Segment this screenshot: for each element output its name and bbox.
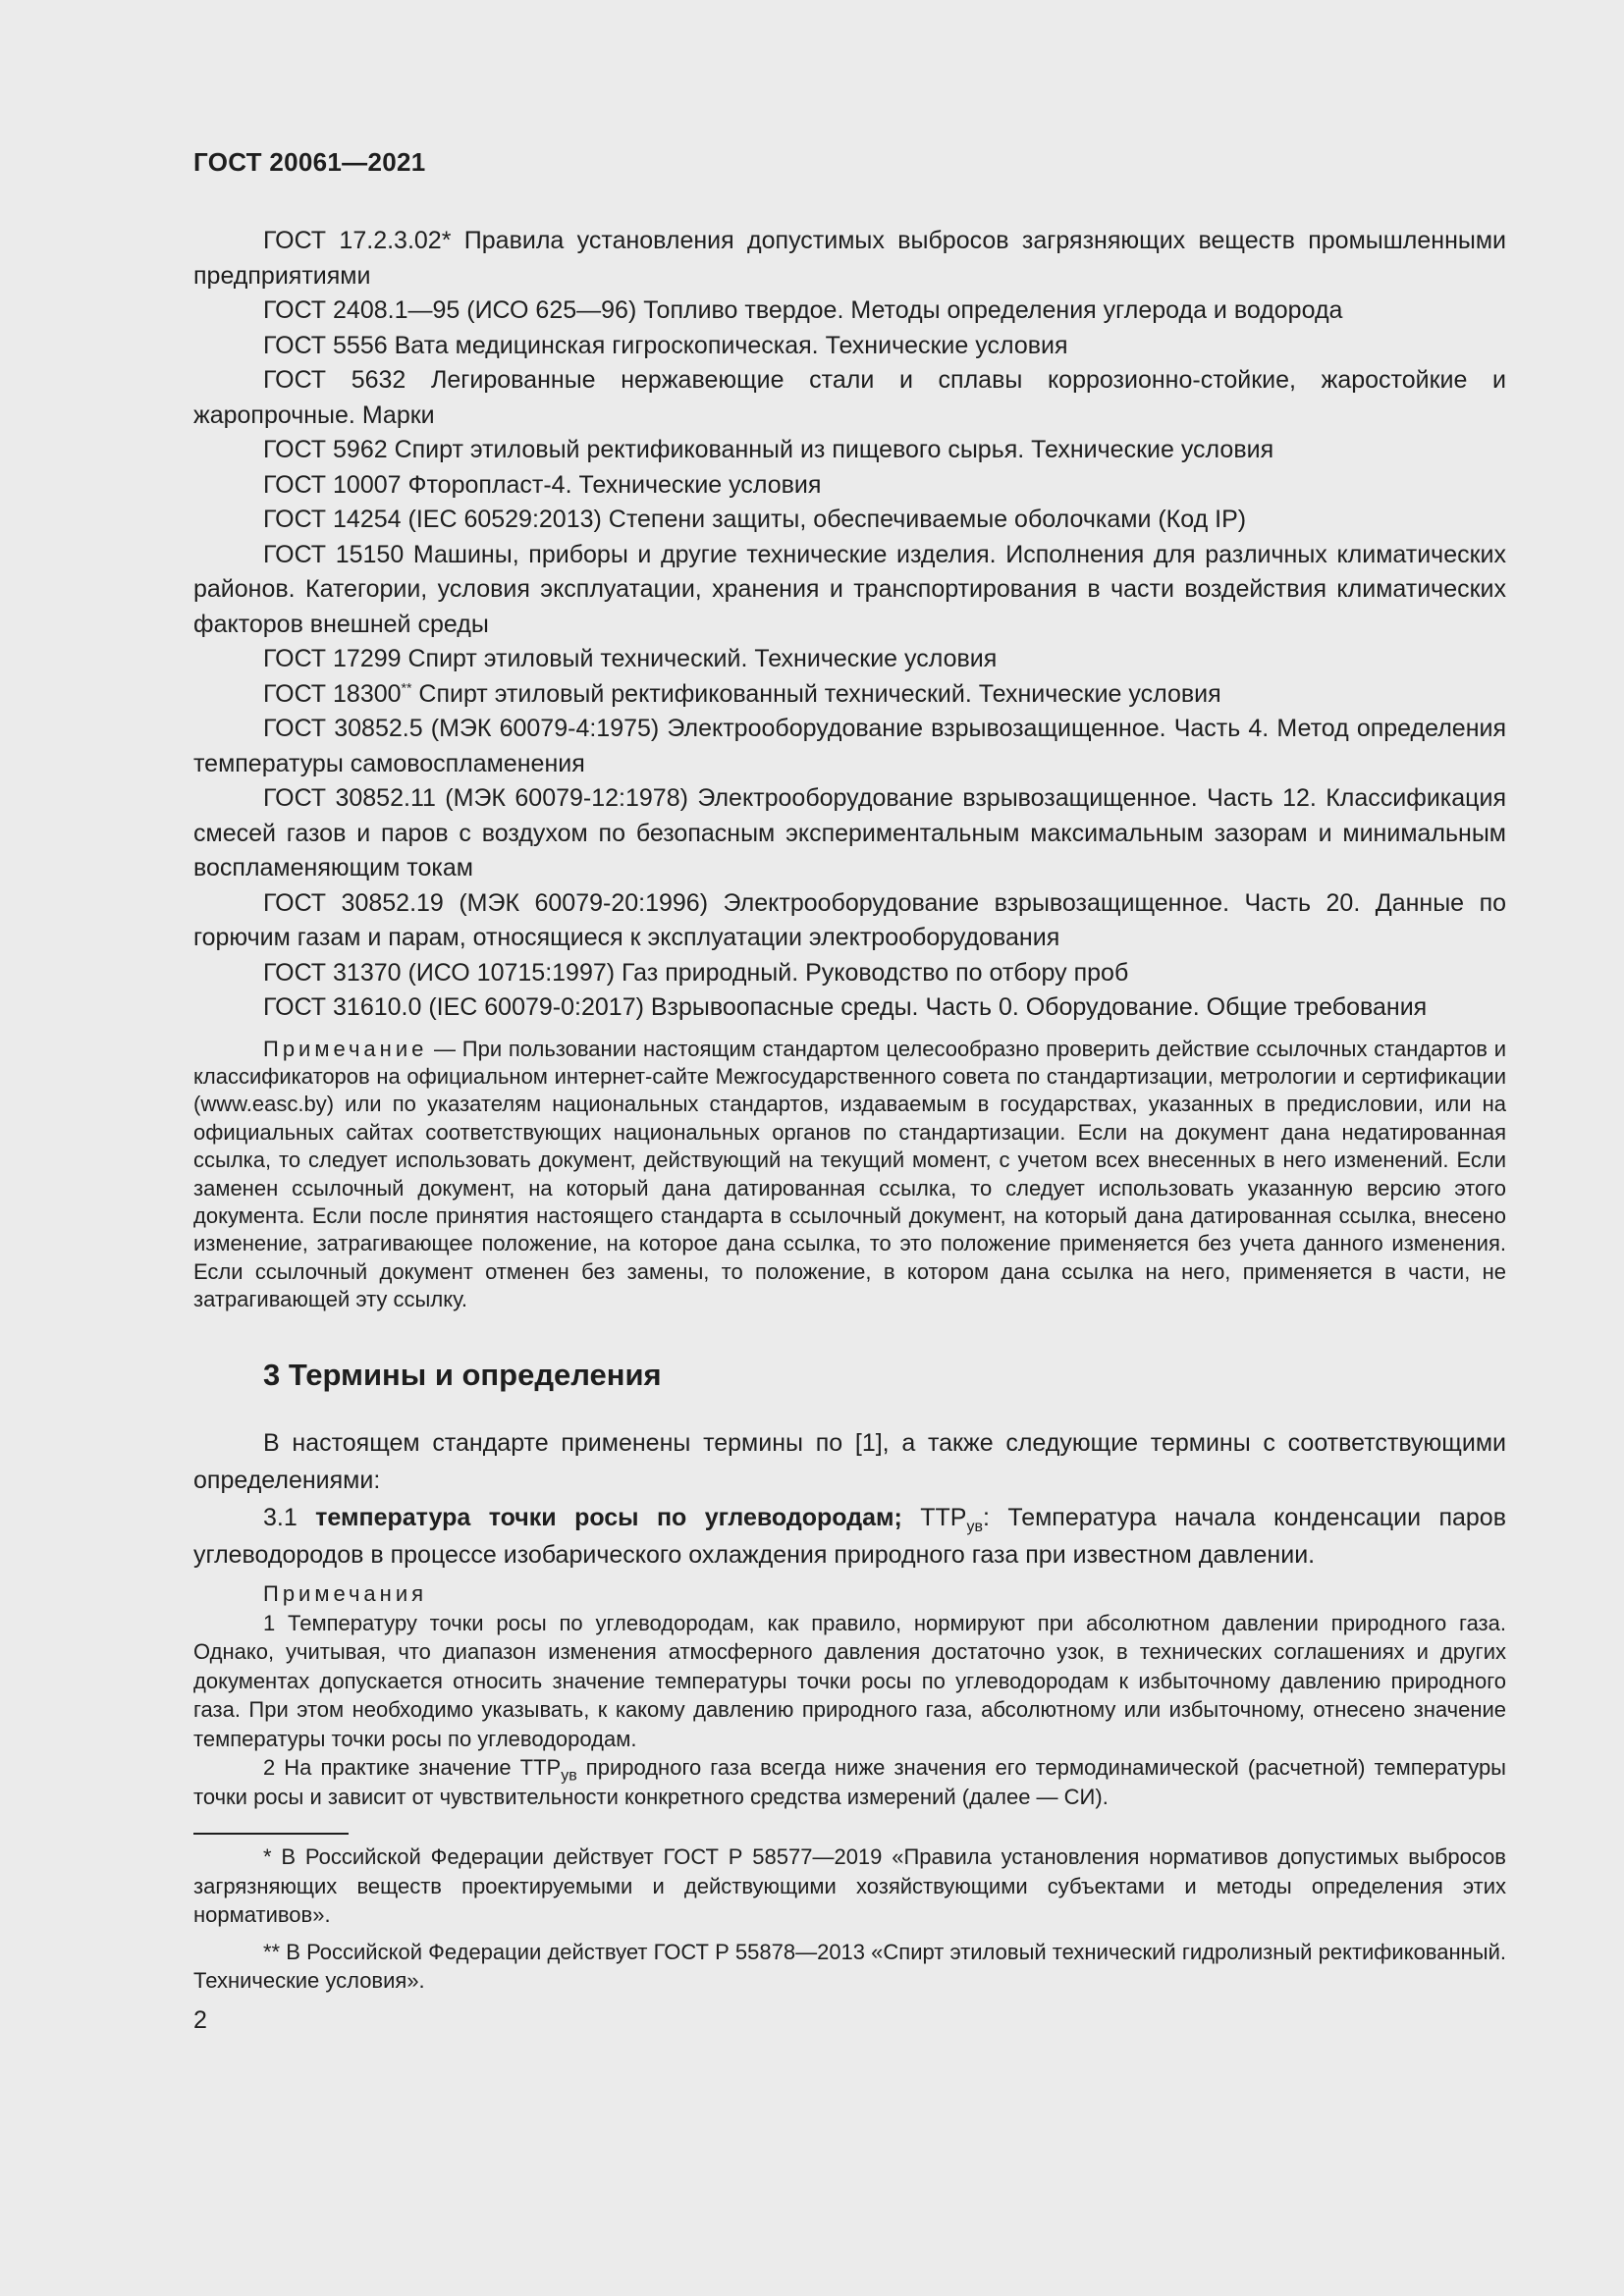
reference-item xyxy=(193,503,1506,538)
reference-item xyxy=(193,642,1506,677)
reference-title: (ИСО 625—96) Топливо твердое. Методы определения углерода и водорода xyxy=(460,296,1343,324)
term-3-1 xyxy=(193,1499,1506,1574)
reference-code: ГОСТ 17.2.3.02* xyxy=(263,227,452,254)
reference-code: ГОСТ 2408.1—95 xyxy=(263,296,460,324)
term-note-2-subscript: ув xyxy=(561,1767,577,1785)
reference-title: Машины, приборы и другие технические изделия. Исполнения для различных климатических районов. Категории, условия эксплуатации, хранения и транспортирования в части воздействия климатических факторов внешней среды xyxy=(193,540,1507,638)
reference-title: Спирт этиловый ректификованный из пищевого сырья. Технические условия xyxy=(387,436,1274,463)
term-note-2 xyxy=(193,1753,1506,1811)
reference-item xyxy=(193,677,1506,713)
reference-item xyxy=(193,224,1506,294)
reference-item xyxy=(193,294,1506,329)
reference-item xyxy=(193,956,1506,991)
reference-footnote-mark: ** xyxy=(401,679,412,696)
reference-item xyxy=(193,886,1506,956)
reference-title: (IEC 60529:2013) Степени защиты, обеспечиваемые оболочками (Код IP) xyxy=(401,506,1247,533)
note-text: — При пользовании настоящим стандартом целесообразно проверить действие ссылочных стандартов и классификаторов на официальном интернет-сайте Межгосударственного совета по стандартизации, метрологии и сертификации (www.easc.by) или по указателям национальных стандартов, издаваемым в государствах, указанных в предисловии, или на официальных сайтах соответствующих национальных органов по стандартизации. Если на документ дана недатированная ссылка, то следует использовать документ, действующий на текущий момент, с учетом всех внесенных в него изменений. Если заменен ссылочный документ, на который дана датированная ссылка, то следует использовать указанную версию этого документа. Если после принятия настоящего стандарта в ссылочный документ, на который дана датированная ссылка, внесено изменение, затрагивающее положение, на которое дана ссылка, то это положение применяется без учета данного изменения. Если ссылочный документ отменен без замены, то положение, в котором дана ссылка на него, применяется в части, не затрагивающей эту ссылку. xyxy=(193,1036,1506,1312)
reference-item xyxy=(193,990,1506,1026)
footnote-1: * В Российской Федерации действует ГОСТ Р 58577—2019 «Правила установления нормативов допустимых выбросов загрязняющих веществ проектируемыми и действующими хозяйствующими субъектами и методы определения этих нормативов». xyxy=(193,1844,1506,1928)
reference-item xyxy=(193,468,1506,504)
reference-item xyxy=(193,363,1506,433)
reference-code: ГОСТ 30852.19 xyxy=(263,888,444,917)
reference-title: (МЭК 60079-12:1978) Электрооборудование взрывозащищенное. Часть 12. Классификация смесей газов и паров с воздухом по безопасным экспериментальным максимальным зазорам и минимальным воспламеняющим токам xyxy=(193,784,1507,881)
reference-item xyxy=(193,433,1506,468)
term-name: температура точки росы по углеводородам; xyxy=(315,1503,902,1531)
term-abbreviation: ТТР xyxy=(901,1503,967,1531)
section-3-intro: В настоящем стандарте применены термины по [1], а также следующие термины с соответствующими определениями: xyxy=(193,1428,1506,1494)
reference-code: ГОСТ 15150 xyxy=(263,540,405,568)
reference-title: (ИСО 10715:1997) Газ природный. Руководство по отбору проб xyxy=(401,958,1129,987)
references-note xyxy=(193,1036,1506,1314)
section-3-title: 3 Термины и определения xyxy=(263,1357,662,1392)
term-notes-heading: Примечания xyxy=(263,1580,428,1606)
reference-item xyxy=(193,712,1506,781)
term-abbreviation-subscript: ув xyxy=(966,1518,983,1535)
reference-code: ГОСТ 5556 xyxy=(263,331,388,359)
reference-title: Фторопласт-4. Технические условия xyxy=(401,470,822,499)
document-code-header: ГОСТ 20061—2021 xyxy=(193,147,426,177)
reference-item xyxy=(193,329,1506,364)
reference-code: ГОСТ 17299 xyxy=(263,645,402,672)
note-label: Примечание xyxy=(263,1036,428,1061)
reference-code: ГОСТ 31370 xyxy=(263,958,402,987)
reference-code: ГОСТ 30852.5 xyxy=(263,715,423,742)
reference-code: ГОСТ 10007 xyxy=(263,470,402,499)
page-content xyxy=(193,224,1506,2035)
reference-title: (МЭК 60079-20:1996) Электрооборудование взрывозащищенное. Часть 20. Данные по горючим газам и парам, относящиеся к эксплуатации электрооборудования xyxy=(193,888,1507,951)
reference-title: Вата медицинская гигроскопическая. Технические условия xyxy=(387,331,1068,359)
reference-code: ГОСТ 5962 xyxy=(263,436,388,463)
reference-item xyxy=(193,538,1506,643)
reference-item xyxy=(193,781,1506,886)
reference-code: ГОСТ 31610.0 xyxy=(263,993,422,1021)
footnote-separator xyxy=(193,1833,349,1835)
normative-references-list xyxy=(193,224,1506,1026)
reference-title: (IEC 60079-0:2017) Взрывоопасные среды. Часть 0. Оборудование. Общие требования xyxy=(421,993,1428,1021)
reference-code: ГОСТ 5632 xyxy=(263,366,406,394)
term-note-2-start: 2 На практике значение ТТР xyxy=(263,1755,562,1781)
term-note-1: 1 Температуру точки росы по углеводородам, как правило, нормируют при абсолютном давлении природного газа. Однако, учитывая, что диапазон изменения атмосферного давления достаточно узок, в технических соглашениях и других документах допускается относить значение температуры точки росы по углеводородам к избыточному давлению природного газа. При этом необходимо указывать, к какому давлению природного газа, абсолютному или избыточному, отнесено значение температуры точки росы по углеводородам. xyxy=(193,1610,1506,1751)
reference-code: ГОСТ 14254 xyxy=(263,506,402,533)
reference-title: Спирт этиловый технический. Технические условия xyxy=(401,645,998,672)
reference-code: ГОСТ 30852.11 xyxy=(263,784,436,812)
term-note-2-end: природного газа всегда ниже значения его термодинамической (расчетной) температуры точки росы и зависит от чувствительности конкретного средства измерений (далее — СИ). xyxy=(193,1755,1506,1809)
reference-title: Спирт этиловый ректификованный технический. Технические условия xyxy=(411,679,1221,708)
reference-title: Правила установления допустимых выбросов загрязняющих веществ промышленными предприятиями xyxy=(193,227,1507,290)
reference-title: (МЭК 60079-4:1975) Электрооборудование взрывозащищенное. Часть 4. Метод определения температуры самовоспламенения xyxy=(193,715,1506,777)
term-definition: : Температура начала конденсации паров углеводородов в процессе изобарического охлаждения природного газа при известном давлении. xyxy=(193,1503,1506,1569)
page-number: 2 xyxy=(193,2005,207,2034)
reference-title: Легированные нержавеющие стали и сплавы коррозионно-стойкие, жаростойкие и жаропрочные. Марки xyxy=(193,366,1507,429)
reference-code: ГОСТ 18300 xyxy=(263,679,402,708)
term-number: 3.1 xyxy=(263,1503,316,1531)
footnote-2: ** В Российской Федерации действует ГОСТ Р 55878—2013 «Спирт этиловый технический гидролизный ректификованный. Технические условия». xyxy=(193,1939,1506,1994)
